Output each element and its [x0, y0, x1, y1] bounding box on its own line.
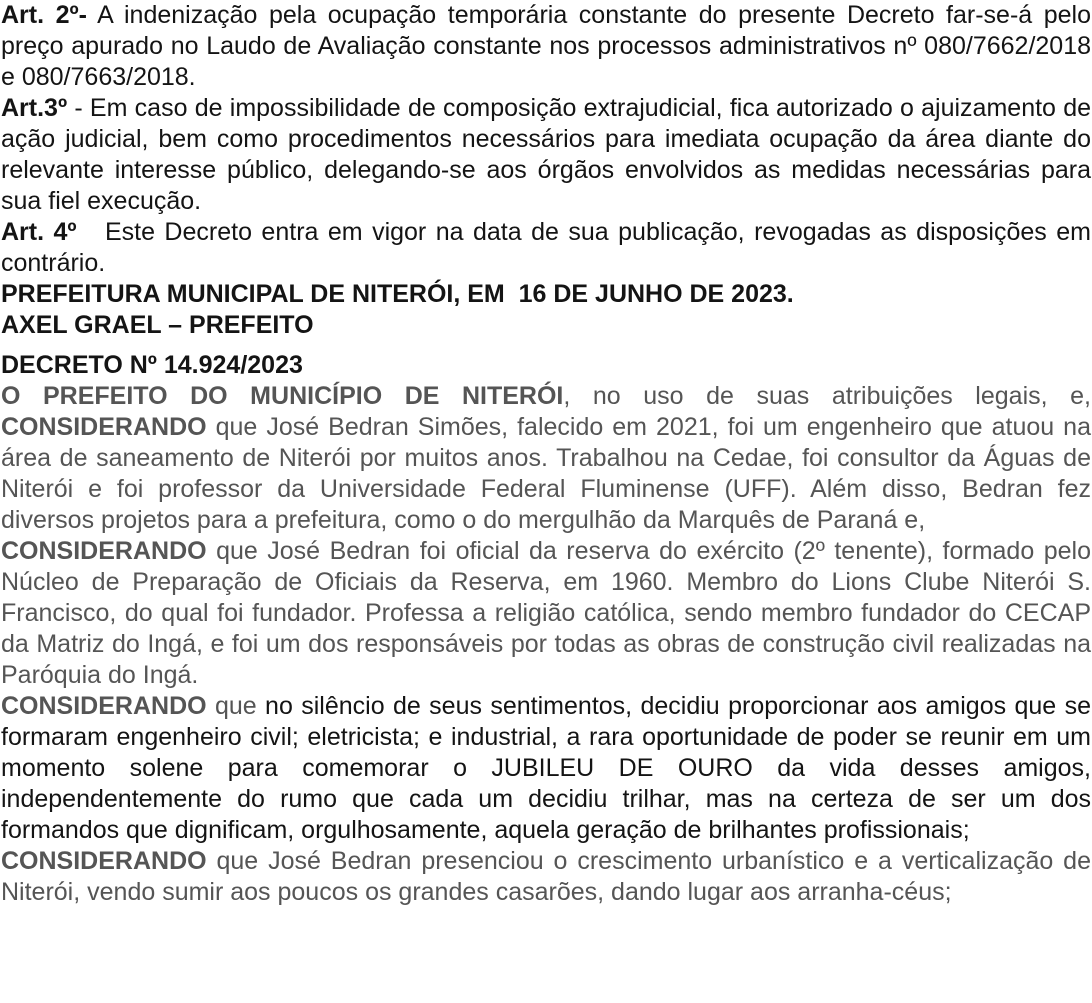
document-page [1, 0, 1091, 908]
decree-title: DECRETO Nº 14.924/2023 [1, 351, 303, 379]
considering-2-text: que José Bedran foi oficial da reserva do exército (2º tenente), formado pelo Núcleo de Preparação de Oficiais da Reserva, em 1960. Membro do Lions Clube Niterói S. Francisco, do qual foi fundador. Professa a religião católica, sendo membro fundador do CECAP da Matriz do Ingá, e foi um dos responsáveis por todas as obras de construção civil realizadas na Paróquia do Ingá. [1, 537, 1091, 689]
article-2-text: A indenização pela ocupação temporária constante do presente Decreto far-se-á pelo preço apurado no Laudo de Avaliação constante nos processos administrativos nº 080/7662/2018 e 080/7663/2018. [1, 1, 1091, 91]
considering-3-keyword: CONSIDERANDO [1, 692, 207, 720]
signature-place-date: PREFEITURA MUNICIPAL DE NITERÓI, EM 16 DE JUNHO DE 2023. [1, 280, 794, 308]
article-4-label: Art. 4º [1, 218, 77, 246]
considering-2-keyword: CONSIDERANDO [1, 537, 207, 565]
article-2 [1, 0, 1091, 93]
section-spacer [1, 341, 1091, 350]
considering-4-text: que José Bedran presenciou o crescimento urbanístico e a verticalização de Niterói, vendo sumir aos poucos os grandes casarões, dando lugar aos arranha-céus; [1, 847, 1091, 906]
signature-mayor: AXEL GRAEL – PREFEITO [1, 311, 314, 339]
article-4-text: Este Decreto entra em vigor na data de sua publicação, revogadas as disposições em contrário. [1, 218, 1091, 277]
considering-4 [1, 846, 1091, 908]
considering-4-keyword: CONSIDERANDO [1, 847, 207, 875]
considering-2 [1, 536, 1091, 691]
preamble-text: , no uso de suas atribuições legais, e, [563, 382, 1091, 410]
article-3 [1, 93, 1091, 217]
article-2-label: Art. 2º- [1, 1, 87, 29]
article-4 [1, 217, 1091, 279]
considering-1-text: que José Bedran Simões, falecido em 2021, foi um engenheiro que atuou na área de saneamento de Niterói por muitos anos. Trabalhou na Cedae, foi consultor da Águas de Niterói e foi professor da Universidade Federal Fluminense (UFF). Além disso, Bedran fez diversos projetos para a prefeitura, como o do mergulhão da Marquês de Paraná e, [1, 413, 1091, 534]
article-3-label: Art.3º [1, 94, 68, 122]
decree-preamble [1, 381, 1091, 536]
considering-3-que: que [206, 692, 257, 720]
considering-1-keyword: CONSIDERANDO [1, 413, 207, 441]
considering-3-text: no silêncio de seus sentimentos, decidiu proporcionar aos amigos que se formaram engenheiro civil; eletricista; e industrial, a rara oportunidade de poder se reunir em um momento solene para comemorar o JUBILEU DE OURO da vida desses amigos, independentemente do rumo que cada um decidiu trilhar, mas na certeza de ser um dos formandos que dignificam, orgulhosamente, aquela geração de brilhantes profissionais; [1, 692, 1091, 844]
preamble-mayor-bold: O PREFEITO DO MUNICÍPIO DE NITERÓI [1, 382, 564, 410]
considering-3 [1, 691, 1091, 846]
article-3-text: - Em caso de impossibilidade de composição extrajudicial, fica autorizado o ajuizamento de ação judicial, bem como procedimentos necessários para imediata ocupação da área diante do relevante interesse público, delegando-se aos órgãos envolvidos as medidas necessárias para sua fiel execução. [1, 94, 1091, 215]
